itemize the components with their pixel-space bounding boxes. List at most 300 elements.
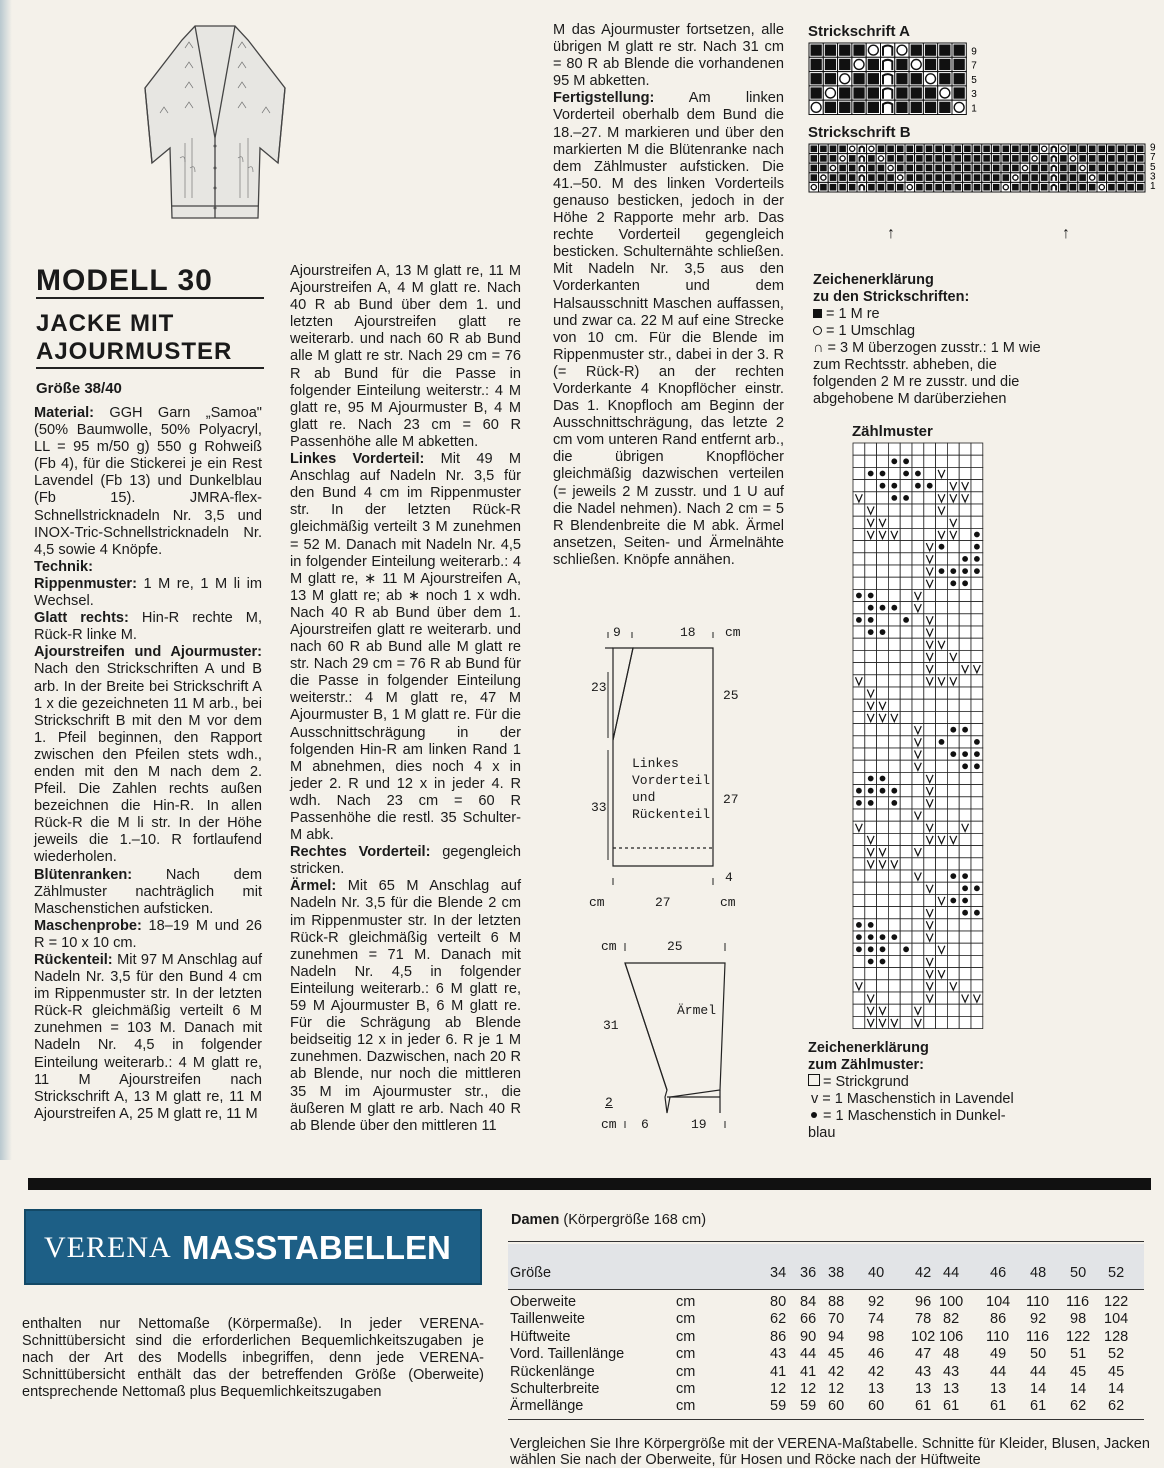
zaehl-cell bbox=[877, 724, 889, 736]
chart-cell bbox=[1020, 182, 1030, 192]
chart-cell bbox=[915, 144, 925, 154]
paragraph-text: Mit 97 M Anschlag auf Nadeln Nr. 3,5 für den Bund 4 cm im Rippenmuster str. In der letzten Rück-R gleichmäßig verteilt 6 M zunehmen = 103 M. Danach mit Nadeln Nr. 4,5 in folgender Einteilung weiterarb.: 4 M glatt re, 11 M Ajourstreifen nach Strickschrift A, 13 M glatt re, 11 M Ajourstreifen A, 25 M glatt re, 11 M bbox=[34, 952, 262, 1122]
zaehl-cell bbox=[900, 992, 912, 1004]
row-number: 5 bbox=[1150, 161, 1156, 173]
row-number: 3 bbox=[971, 89, 977, 101]
zaehl-cell bbox=[865, 980, 877, 992]
zaehl-cell bbox=[959, 711, 971, 723]
zaehl-cell bbox=[900, 541, 912, 553]
zaehl-cell bbox=[853, 541, 865, 553]
chart-cell bbox=[924, 173, 934, 183]
zaehl-cell bbox=[959, 980, 971, 992]
zaehl-cell bbox=[912, 736, 924, 748]
zaehl-cell bbox=[865, 467, 877, 479]
chart-cell bbox=[943, 154, 953, 164]
chart-cell bbox=[938, 57, 952, 71]
zaehl-cell bbox=[971, 821, 983, 833]
zaehl-cell bbox=[877, 516, 889, 528]
chart-cell bbox=[857, 144, 867, 154]
chart-cell bbox=[895, 86, 909, 100]
chart-cell bbox=[943, 144, 953, 154]
zaehl-cell bbox=[971, 663, 983, 675]
chart-cell bbox=[1097, 154, 1107, 164]
zaehl-cell bbox=[936, 480, 948, 492]
zaehl-cell bbox=[865, 614, 877, 626]
chart-cell bbox=[1030, 182, 1040, 192]
zaehl-cell bbox=[936, 1016, 948, 1028]
zaehl-cell bbox=[912, 992, 924, 1004]
measure-value: 74 bbox=[868, 1311, 885, 1328]
zaehl-cell bbox=[947, 663, 959, 675]
measure-value: 100 bbox=[939, 1294, 964, 1310]
zaehl-cell bbox=[936, 467, 948, 479]
zaehl-cell bbox=[959, 919, 971, 931]
zaehl-cell bbox=[959, 894, 971, 906]
zaehl-cell bbox=[959, 772, 971, 784]
zaehl-cell bbox=[947, 931, 959, 943]
zaehl-cell bbox=[877, 772, 889, 784]
measure-value: 42 bbox=[828, 1363, 845, 1380]
chart-cell bbox=[1097, 144, 1107, 154]
paragraph-text: Nach den Strickschriften A und B arb. In der Breite bei Strickschrift A 1 x die gezeichneten 11 M arb., bei Strickschrift B mit den M vor dem 1. Pfeil beginnen, den Rapport zwischen den Pfeilen stets wdh., enden mit den M nach dem 2. Pfeil. Die Zahlen rechts außen bezeichnen die Hin-R. In allen Rück-R die M li str. In der Höhe jeweils die 1.–10. R fortlaufend wiederholen. bbox=[34, 661, 262, 866]
chart-cell bbox=[924, 144, 934, 154]
zaehl-cell bbox=[971, 589, 983, 601]
zaehl-cell bbox=[959, 992, 971, 1004]
chart-cell bbox=[1001, 182, 1011, 192]
measure-value: 90 bbox=[800, 1328, 817, 1345]
chart-cell bbox=[823, 86, 837, 100]
zaehl-cell bbox=[947, 882, 959, 894]
zaehl-cell bbox=[900, 894, 912, 906]
zaehl-cell bbox=[877, 809, 889, 821]
dim-right-25: 25 bbox=[723, 688, 739, 703]
zaehl-cell bbox=[888, 821, 900, 833]
zaehl-cell bbox=[853, 577, 865, 589]
zaehl-cell bbox=[888, 614, 900, 626]
zaehl-cell bbox=[853, 565, 865, 577]
zaehl-cell bbox=[971, 516, 983, 528]
zaehl-cell bbox=[888, 455, 900, 467]
zaehl-cell bbox=[888, 443, 900, 455]
zaehl-cell bbox=[971, 480, 983, 492]
zaehl-cell bbox=[865, 492, 877, 504]
zaehl-cell bbox=[888, 968, 900, 980]
zaehl-cell bbox=[888, 846, 900, 858]
zaehl-cell bbox=[959, 504, 971, 516]
chart-cell bbox=[1116, 173, 1126, 183]
zaehl-cell bbox=[912, 687, 924, 699]
zaehl-cell bbox=[853, 614, 865, 626]
zaehl-cell bbox=[900, 675, 912, 687]
zaehl-cell bbox=[936, 760, 948, 772]
chart-cell bbox=[952, 57, 966, 71]
paragraph bbox=[34, 918, 262, 952]
sleeve-label: Ärmel bbox=[677, 1003, 717, 1018]
zaehl-cell bbox=[865, 553, 877, 565]
dim-left-23: 23 bbox=[591, 680, 607, 695]
brand-masstabellen: MASSTABELLEN bbox=[182, 1229, 451, 1266]
zaehl-cell bbox=[877, 602, 889, 614]
zaehl-cell bbox=[900, 467, 912, 479]
measure-value: 13 bbox=[868, 1381, 885, 1397]
zaehl-cell bbox=[971, 614, 983, 626]
zaehl-cell bbox=[865, 626, 877, 638]
zaehl-cell bbox=[900, 663, 912, 675]
zaehl-cell bbox=[853, 602, 865, 614]
zaehl-cell bbox=[947, 1004, 959, 1016]
zaehl-cell bbox=[971, 736, 983, 748]
paragraph-text: Mit 49 M Anschlag auf Nadeln Nr. 3,5 für den Bund 4 cm im Rippenmuster str. In der letzten Rück-R gleichmäßig verteilt 3 M zunehmen = 52 M. Danach mit Nadeln Nr. 4,5 in folgender Einteilung weiterarb.: 4 M glatt re, ∗ 11 M Ajourstreifen A, 13 M glatt re; ab ∗ noch 1 x wdh. Nach 40 R ab Bund über dem 1. Ajourstreifen glatt re weiterarb. und nach 60 R ab Bund alle M glatt re str. Nach 29 cm = 76 R ab Bund für die Passe in folgender Einteilung weiterstr.: 4 M glatt re, 47 M Ajourmuster B, 1 M glatt re. Für die Ausschnittschrägung in der folgenden Hin-R am linken Rand 1 M abnehmen, dies noch 4 x in jeder 2. R und 12 x in jeder 4. R wdh. Nach 23 cm = 60 R Passenhöhe die restl. 35 Schulter-M abk. bbox=[290, 451, 521, 844]
zaehl-cell bbox=[888, 663, 900, 675]
zaehl-cell bbox=[947, 565, 959, 577]
page-edge bbox=[0, 0, 12, 1160]
measure-value: 86 bbox=[990, 1311, 1007, 1328]
measure-unit: cm bbox=[676, 1398, 696, 1415]
measure-value: 102 bbox=[911, 1328, 936, 1345]
zaehl-cell bbox=[924, 894, 936, 906]
zaehl-cell bbox=[900, 528, 912, 540]
row-number: 9 bbox=[971, 46, 977, 58]
zaehl-cell bbox=[912, 565, 924, 577]
zaehl-cell bbox=[912, 943, 924, 955]
zaehl-cell bbox=[853, 443, 865, 455]
zaehl-cell bbox=[877, 565, 889, 577]
zaehl-cell bbox=[959, 797, 971, 809]
zaehl-cell bbox=[924, 821, 936, 833]
chart-cell bbox=[909, 57, 923, 71]
zaehl-cell bbox=[888, 907, 900, 919]
sleeve-bottom-unit: cm bbox=[601, 1117, 617, 1132]
zaehl-cell bbox=[924, 992, 936, 1004]
zaehl-cell bbox=[936, 809, 948, 821]
chart-cell bbox=[923, 72, 937, 86]
zaehl-cell bbox=[959, 528, 971, 540]
zaehl-cell bbox=[924, 577, 936, 589]
zaehl-cell bbox=[912, 760, 924, 772]
zaehl-cell bbox=[971, 1004, 983, 1016]
zaehl-cell bbox=[888, 638, 900, 650]
zaehl-cell bbox=[912, 797, 924, 809]
zaehl-cell bbox=[971, 443, 983, 455]
chart-cell bbox=[963, 154, 973, 164]
zaehl-cell bbox=[912, 626, 924, 638]
zaehl-cell bbox=[971, 602, 983, 614]
chart-cell bbox=[886, 163, 896, 173]
zaehl-cell bbox=[912, 724, 924, 736]
paragraph bbox=[34, 559, 262, 576]
zaehl-cell bbox=[877, 638, 889, 650]
zaehl-cell bbox=[912, 931, 924, 943]
zaehl-cell bbox=[971, 907, 983, 919]
zaehl-cell bbox=[936, 492, 948, 504]
zaehl-cell bbox=[959, 846, 971, 858]
piece-label-2: Vorderteil bbox=[632, 773, 711, 788]
zaehl-cell bbox=[959, 614, 971, 626]
zaehl-cell bbox=[877, 894, 889, 906]
paragraph-heading: Material: bbox=[34, 405, 95, 421]
zaehl-cell bbox=[924, 1004, 936, 1016]
size-value: 50 bbox=[1070, 1265, 1087, 1281]
zaehl-cell bbox=[912, 553, 924, 565]
size-value: 38 bbox=[828, 1265, 845, 1281]
chart-cell bbox=[867, 182, 877, 192]
zaehl-cell bbox=[865, 602, 877, 614]
zaehl-cell bbox=[971, 748, 983, 760]
paragraph-heading: Glatt rechts: bbox=[34, 610, 129, 627]
zaehl-cell bbox=[959, 516, 971, 528]
zaehl-cell bbox=[853, 1004, 865, 1016]
chart-cell bbox=[953, 182, 963, 192]
chart-cell bbox=[915, 173, 925, 183]
chart-cell bbox=[938, 43, 952, 57]
zaehl-cell bbox=[877, 626, 889, 638]
zaehl-cell bbox=[888, 894, 900, 906]
paragraph bbox=[290, 844, 521, 878]
zaehl-cell bbox=[853, 663, 865, 675]
zaehl-cell bbox=[959, 492, 971, 504]
zaehl-cell bbox=[971, 833, 983, 845]
zaehl-cell bbox=[877, 589, 889, 601]
table-bottom-rule bbox=[508, 1419, 1144, 1420]
chart-cell bbox=[991, 154, 1001, 164]
zaehl-cell bbox=[853, 907, 865, 919]
zaehl-cell bbox=[959, 626, 971, 638]
zaehl-cell bbox=[865, 638, 877, 650]
measure-value: 14 bbox=[1030, 1381, 1047, 1397]
chart-cell bbox=[905, 154, 915, 164]
chart-cell bbox=[876, 144, 886, 154]
zaehl-cell bbox=[924, 1016, 936, 1028]
zaehl-cell bbox=[912, 968, 924, 980]
zaehl-cell bbox=[900, 480, 912, 492]
chart-cell bbox=[838, 154, 848, 164]
zaehl-cell bbox=[900, 443, 912, 455]
zaehl-cell bbox=[936, 602, 948, 614]
zaehl-cell bbox=[959, 577, 971, 589]
paragraph-heading: Rippenmuster: bbox=[34, 575, 137, 592]
chart-cell bbox=[972, 173, 982, 183]
text-column-3 bbox=[553, 22, 784, 569]
zaehl-cell bbox=[971, 492, 983, 504]
zaehl-cell bbox=[971, 797, 983, 809]
zaehl-cell bbox=[936, 724, 948, 736]
zaehl-cell bbox=[947, 480, 959, 492]
zaehl-cell bbox=[888, 992, 900, 1004]
sleeve-bottom-6: 6 bbox=[641, 1117, 649, 1132]
chart-cell bbox=[1049, 182, 1059, 192]
zaehl-cell bbox=[853, 687, 865, 699]
zaehl-cell bbox=[912, 870, 924, 882]
size-header: Größe bbox=[510, 1265, 552, 1281]
zaehl-cell bbox=[888, 480, 900, 492]
measure-value: 45 bbox=[828, 1346, 845, 1363]
zaehl-cell bbox=[877, 858, 889, 870]
zaehl-cell bbox=[924, 785, 936, 797]
zaehl-cell bbox=[947, 553, 959, 565]
measure-value: 66 bbox=[800, 1311, 817, 1328]
measure-name: Vord. Taillenlänge bbox=[510, 1346, 625, 1363]
zaehlmuster-chart bbox=[852, 442, 984, 1030]
zaehl-cell bbox=[936, 614, 948, 626]
chart-cell bbox=[809, 163, 819, 173]
chart-cell bbox=[819, 173, 829, 183]
zaehl-cell bbox=[865, 736, 877, 748]
zaehl-cell bbox=[936, 858, 948, 870]
measure-value: 110 bbox=[1026, 1294, 1050, 1310]
chart-cell bbox=[895, 57, 909, 71]
row-number: 9 bbox=[1150, 142, 1156, 154]
decrease-icon: ∩ bbox=[813, 340, 824, 356]
zaehl-cell bbox=[877, 455, 889, 467]
zaehl-cell bbox=[912, 455, 924, 467]
zaehl-cell bbox=[877, 943, 889, 955]
chart-cell bbox=[823, 100, 837, 114]
paragraph-text: 1 M re, 1 M li im Wechsel. bbox=[34, 575, 262, 610]
zaehl-cell bbox=[959, 833, 971, 845]
chart-cell bbox=[1011, 182, 1021, 192]
chart-cell bbox=[866, 43, 880, 57]
chart-cell bbox=[905, 173, 915, 183]
measure-value: 116 bbox=[1026, 1328, 1050, 1345]
chart-cell bbox=[1020, 163, 1030, 173]
zaehl-cell bbox=[877, 663, 889, 675]
paragraph-text: Am linken Vorderteil oberhalb dem Bund die 18.–27. M markieren und über den markierten M die Blütenranke nach dem Zählmuster aufsticken. Die 41.–50. M des linken Vorderteils genauso besticken, jedoch in der Höhe 2 Rapporte mehr arb. Das rechte Vorderteil gegengleich besticken. Schulternähte schließen. Mit Nadeln Nr. 3,5 aus den Vorderkanten und dem Halsausschnitt Maschen auffassen, und zwar ca. 22 M auf eine Strecke von 10 cm. Für die Blende im Rippenmuster str., dabei in der 3. R (= Rück-R) an der rechten Vorderkante 4 Knopflöcher einstr. Das 1. Knopfloch am Beginn der Ausschnittschrägung, das letzte 2 cm vom unteren Rand entfernt arb., die übrigen Knopflöcher gleichmäßig dazwischen verteilen (= jeweils 2 M zusstr. und 1 U auf die Nadel nehmen). Nach 2 cm = 5 R Blendenbreite die M abk. Ärmel ansetzen, Seiten- und Ärmelnähte schließen. Knöpfe annähen. bbox=[553, 90, 784, 568]
zaehl-cell bbox=[877, 955, 889, 967]
measure-name: Oberweite bbox=[510, 1294, 577, 1310]
chart-cell bbox=[838, 86, 852, 100]
chart-cell bbox=[819, 163, 829, 173]
chart-cell bbox=[1001, 163, 1011, 173]
zaehl-cell bbox=[853, 626, 865, 638]
zaehl-cell bbox=[888, 870, 900, 882]
zaehl-cell bbox=[947, 772, 959, 784]
zaehl-cell bbox=[959, 480, 971, 492]
zaehl-cell bbox=[947, 846, 959, 858]
zaehl-cell bbox=[888, 699, 900, 711]
zaehl-cell bbox=[865, 809, 877, 821]
zaehl-cell bbox=[924, 919, 936, 931]
measure-value: 50 bbox=[1030, 1346, 1047, 1363]
chart-cell bbox=[847, 163, 857, 173]
masstab-intro: enthalten nur Nettomaße (Körpermaße). In jeder VERENA-Schnittübersicht sind die erforderlichen Bequemlichkeitszugaben je nach der Art des Modells inbegriffen, denn jede VERENA-Schnittübersicht enthält das der betreffenden Größe (Oberweite) entsprechende Nettomaß plus Bequemlichkeitszugaben bbox=[22, 1316, 484, 1400]
zaehl-cell bbox=[888, 955, 900, 967]
zaehl-cell bbox=[924, 443, 936, 455]
zaehl-cell bbox=[936, 833, 948, 845]
zaehl-cell bbox=[924, 736, 936, 748]
zaehl-cell bbox=[853, 467, 865, 479]
chart-cell bbox=[847, 144, 857, 154]
chart-cell bbox=[886, 173, 896, 183]
paragraph-heading: Ärmel: bbox=[290, 878, 337, 895]
chart-cell bbox=[1107, 144, 1117, 154]
zaehl-cell bbox=[877, 785, 889, 797]
zaehl-cell bbox=[865, 699, 877, 711]
zaehl-cell bbox=[912, 443, 924, 455]
zaehl-cell bbox=[888, 577, 900, 589]
zaehl-cell bbox=[888, 589, 900, 601]
zaehl-cell bbox=[865, 968, 877, 980]
zaehl-cell bbox=[947, 577, 959, 589]
measure-value: 78 bbox=[915, 1311, 932, 1328]
paragraph-text: Nach dem Zählmuster nachträglich mit Maschenstichen aufsticken. bbox=[34, 866, 262, 917]
zaehl-cell bbox=[877, 760, 889, 772]
zaehl-cell bbox=[971, 894, 983, 906]
piece-label-3: und bbox=[632, 790, 656, 805]
zaehl-cell bbox=[924, 809, 936, 821]
legend-z-item2: v = 1 Maschenstich in Lavendel bbox=[811, 1091, 1014, 1107]
zaehl-cell bbox=[865, 833, 877, 845]
dim-right-4: 4 bbox=[725, 870, 733, 885]
zaehl-cell bbox=[912, 480, 924, 492]
chart-cell bbox=[809, 182, 819, 192]
zaehl-cell bbox=[924, 455, 936, 467]
zaehl-cell bbox=[853, 1016, 865, 1028]
chart-cell bbox=[852, 100, 866, 114]
measure-value: 48 bbox=[943, 1346, 960, 1363]
zaehl-cell bbox=[924, 955, 936, 967]
zaehl-cell bbox=[947, 809, 959, 821]
chart-cell bbox=[909, 86, 923, 100]
chart-cell bbox=[838, 57, 852, 71]
chart-cell bbox=[1126, 182, 1136, 192]
zaehl-cell bbox=[865, 846, 877, 858]
zaehl-cell bbox=[853, 833, 865, 845]
zaehl-cell bbox=[924, 480, 936, 492]
sleeve-left-31: 31 bbox=[603, 1018, 619, 1033]
measure-value: 43 bbox=[770, 1346, 787, 1363]
zaehl-cell bbox=[936, 541, 948, 553]
zaehl-cell bbox=[888, 504, 900, 516]
zaehl-cell bbox=[900, 870, 912, 882]
zaehl-cell bbox=[877, 711, 889, 723]
chart-cell bbox=[1135, 163, 1145, 173]
chart-cell bbox=[1030, 163, 1040, 173]
zaehl-cell bbox=[877, 821, 889, 833]
zaehl-cell bbox=[924, 699, 936, 711]
chart-cell bbox=[982, 154, 992, 164]
zaehl-cell bbox=[947, 785, 959, 797]
chart-cell bbox=[852, 72, 866, 86]
zaehl-cell bbox=[924, 663, 936, 675]
paragraph-text: M das Ajourmuster fortsetzen, alle übrigen M glatt re str. Nach 31 cm = 80 R ab Blende die vorhandenen 95 M abketten. bbox=[553, 22, 784, 90]
chart-cell bbox=[905, 182, 915, 192]
zaehl-cell bbox=[971, 870, 983, 882]
zaehl-cell bbox=[971, 809, 983, 821]
zaehl-cell bbox=[900, 565, 912, 577]
zaehl-cell bbox=[877, 699, 889, 711]
zaehl-cell bbox=[924, 870, 936, 882]
zaehl-cell bbox=[912, 858, 924, 870]
legend-title1: Zeichenerklärung bbox=[813, 272, 934, 288]
zaehl-cell bbox=[971, 711, 983, 723]
zaehl-cell bbox=[900, 650, 912, 662]
zaehl-cell bbox=[959, 565, 971, 577]
zaehl-cell bbox=[912, 504, 924, 516]
row-number: 1 bbox=[971, 103, 977, 115]
zaehl-cell bbox=[853, 846, 865, 858]
zaehl-cell bbox=[971, 650, 983, 662]
chart-cell bbox=[1107, 163, 1117, 173]
zaehl-cell bbox=[912, 467, 924, 479]
chart-cell bbox=[828, 182, 838, 192]
zaehl-cell bbox=[936, 931, 948, 943]
legend-title2: zu den Strickschriften: bbox=[813, 289, 970, 305]
chart-cell bbox=[838, 72, 852, 86]
zaehl-cell bbox=[959, 602, 971, 614]
zaehl-cell bbox=[888, 748, 900, 760]
chart-cell bbox=[895, 144, 905, 154]
zaehl-cell bbox=[900, 833, 912, 845]
